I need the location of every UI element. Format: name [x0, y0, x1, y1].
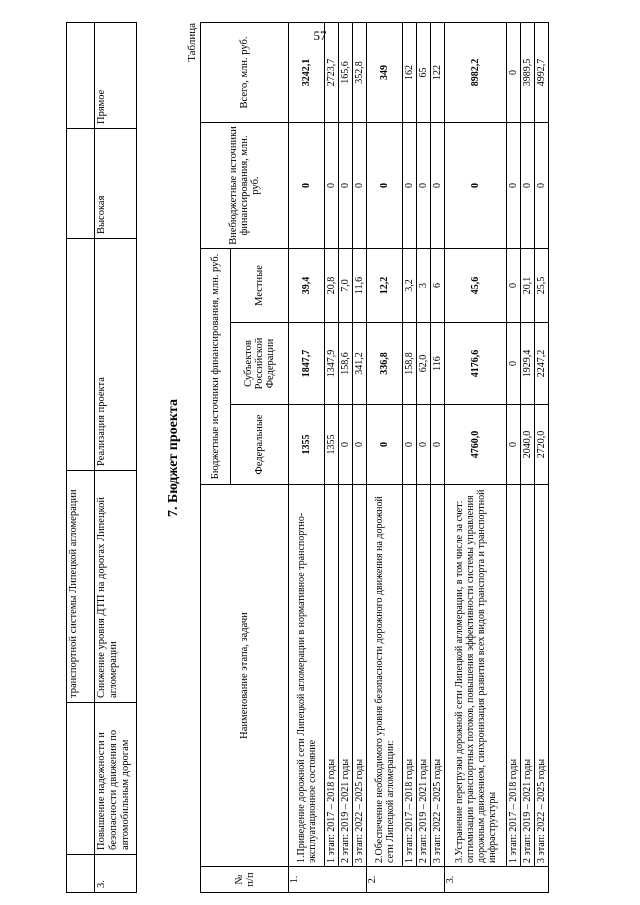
value-extra: 0 — [353, 122, 367, 248]
stage-name: 3.Устранение перегрузки дорожной сети Липецкой агломерации, в том числе за счет: оптимизации транспортных потоков, повышения эффективности системы управления дорожным движением, синхронизация развития всех видов транспорта и транспортной инфраструктуры — [445, 485, 507, 867]
stage-name: 3 этап: 2022 – 2025 годы — [431, 485, 445, 867]
header-extrabudget: Внебюджетные источники финансирования, млн. руб. — [201, 122, 289, 248]
stage-name: 2 этап: 2019 – 2021 годы — [521, 485, 535, 867]
table-row — [367, 22, 403, 892]
value-extra: 0 — [339, 122, 353, 248]
value-extra: 0 — [367, 122, 403, 248]
value-federal: 0 — [367, 405, 403, 485]
page-number: 57 — [313, 28, 327, 43]
value-total: 3242,1 — [289, 22, 325, 122]
value-federal: 1355 — [325, 405, 339, 485]
header-row — [201, 22, 231, 892]
value-extra: 0 — [403, 122, 417, 248]
value-subject: 116 — [431, 323, 445, 405]
table-row — [431, 22, 445, 892]
table-cell — [67, 239, 95, 471]
value-local: 7,0 — [339, 248, 353, 322]
table-cell: Прямое — [95, 23, 137, 129]
value-total: 165,6 — [339, 22, 353, 122]
table-row — [417, 22, 431, 892]
header-subject: Субъектов Российской Федерации — [231, 323, 289, 405]
value-federal: 0 — [353, 405, 367, 485]
table-row — [289, 22, 325, 892]
row-number: 3. — [445, 867, 549, 893]
table-cell: 3. — [95, 855, 137, 893]
value-federal: 4760,0 — [445, 405, 507, 485]
table-row — [339, 22, 353, 892]
value-subject: 1847,7 — [289, 323, 325, 405]
header-name: Наименование этапа, задачи — [201, 485, 289, 867]
value-subject: 158,8 — [403, 323, 417, 405]
value-local: 20,8 — [325, 248, 339, 322]
value-federal: 1355 — [289, 405, 325, 485]
value-extra: 0 — [431, 122, 445, 248]
value-local: 39,4 — [289, 248, 325, 322]
value-subject: 158,6 — [339, 323, 353, 405]
table-row — [507, 22, 521, 892]
value-local: 6 — [431, 248, 445, 322]
value-subject: 341,2 — [353, 323, 367, 405]
table-cell — [67, 703, 95, 855]
stage-name: 3 этап: 2022 – 2025 годы — [353, 485, 367, 867]
value-federal: 0 — [431, 405, 445, 485]
stage-name: 1.Приведение дорожной сети Липецкой агломерации в нормативное транспортно-эксплуатационное состояние — [289, 485, 325, 867]
value-total: 4992,7 — [535, 22, 549, 122]
stage-name: 2.Обеспечение необходимого уровня безопасности дорожного движения на дорожной сети Липецкой агломерации: — [367, 485, 403, 867]
value-federal: 0 — [507, 405, 521, 485]
value-total: 122 — [431, 22, 445, 122]
table-caption: Таблица — [186, 23, 198, 62]
value-total: 65 — [417, 22, 431, 122]
value-total: 352,8 — [353, 22, 367, 122]
table-cell: Реализация проекта — [95, 239, 137, 471]
value-local: 20,1 — [521, 248, 535, 322]
table-cell — [67, 855, 95, 893]
table-cell: Повышение надежности и безопасности движения по автомобильным дорогам — [95, 703, 137, 855]
value-subject: 2247,2 — [535, 323, 549, 405]
value-subject: 336,8 — [367, 323, 403, 405]
value-extra: 0 — [325, 122, 339, 248]
table-cell: Высокая — [95, 129, 137, 239]
value-total: 162 — [403, 22, 417, 122]
value-federal: 0 — [339, 405, 353, 485]
table-cell — [67, 129, 95, 239]
value-local: 12,2 — [367, 248, 403, 322]
value-extra: 0 — [507, 122, 521, 248]
header-budget-sources: Бюджетные источники финансирования, млн. руб. — [201, 248, 231, 484]
value-extra: 0 — [289, 122, 325, 248]
table-cell — [67, 23, 95, 129]
header-total: Всего, млн. руб. — [201, 22, 289, 122]
table-cell: транспортной системы Липецкой агломерации — [67, 471, 95, 703]
header-num: № п/п — [201, 867, 289, 893]
value-local: 45,6 — [445, 248, 507, 322]
value-federal: 0 — [417, 405, 431, 485]
table-row — [325, 22, 339, 892]
value-subject: 4176,6 — [445, 323, 507, 405]
value-total: 2723,7 — [325, 22, 339, 122]
table-row — [67, 23, 95, 893]
value-federal: 0 — [403, 405, 417, 485]
value-total: 0 — [507, 22, 521, 122]
stage-name: 2 этап: 2019 – 2021 годы — [417, 485, 431, 867]
value-extra: 0 — [417, 122, 431, 248]
value-local: 0 — [507, 248, 521, 322]
row-number: 1. — [289, 867, 367, 893]
stage-name: 1 этап: 2017 – 2018 годы — [403, 485, 417, 867]
value-total: 8982,2 — [445, 22, 507, 122]
value-federal: 2040,0 — [521, 405, 535, 485]
value-local: 11,6 — [353, 248, 367, 322]
table-cell: Снижение уровня ДТП на дорогах Липецкой агломерации — [95, 471, 137, 703]
stage-name: 1 этап: 2017 – 2018 годы — [325, 485, 339, 867]
value-subject: 0 — [507, 323, 521, 405]
value-extra: 0 — [521, 122, 535, 248]
goals-table-fragment — [66, 22, 137, 893]
header-local: Местные — [231, 248, 289, 322]
value-subject: 1929,4 — [521, 323, 535, 405]
table-row — [403, 22, 417, 892]
stage-name: 2 этап: 2019 – 2021 годы — [339, 485, 353, 867]
stage-name: 1 этап: 2017 – 2018 годы — [507, 485, 521, 867]
value-local: 25,5 — [535, 248, 549, 322]
value-federal: 2720,0 — [535, 405, 549, 485]
section-title: 7. Бюджет проекта — [166, 399, 181, 517]
table-row — [445, 22, 507, 892]
value-local: 3 — [417, 248, 431, 322]
value-extra: 0 — [535, 122, 549, 248]
stage-name: 3 этап: 2022 – 2025 годы — [535, 485, 549, 867]
value-local: 3,2 — [403, 248, 417, 322]
row-number: 2. — [367, 867, 445, 893]
table-row — [95, 23, 137, 893]
value-total: 3989,5 — [521, 22, 535, 122]
budget-table — [200, 22, 549, 893]
value-total: 349 — [367, 22, 403, 122]
table-row — [521, 22, 535, 892]
value-subject: 62,0 — [417, 323, 431, 405]
table-row — [535, 22, 549, 892]
table-row — [353, 22, 367, 892]
value-extra: 0 — [445, 122, 507, 248]
header-federal: Федеральные — [231, 405, 289, 485]
value-subject: 1347,9 — [325, 323, 339, 405]
rotated-page-content — [66, 23, 626, 893]
